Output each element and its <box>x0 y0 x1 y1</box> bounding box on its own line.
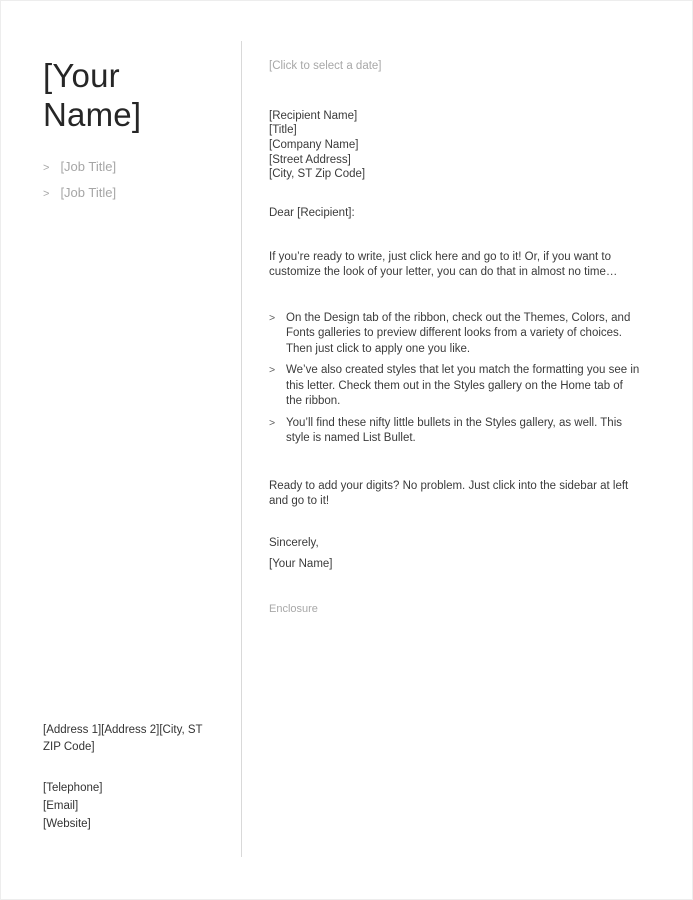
signature-name-placeholder[interactable]: [Your Name] <box>269 557 333 570</box>
intro-paragraph[interactable]: If you’re ready to write, just click here and go to it! Or, if you want to customize the look of your letter, you can do that in almost no time… <box>269 250 618 279</box>
chevron-bullet-icon: > <box>269 416 276 429</box>
chevron-bullet-icon: > <box>269 311 276 324</box>
salutation-line[interactable]: Dear [Recipient]: <box>269 207 355 220</box>
chevron-bullet-icon: > <box>43 187 50 200</box>
job-title-list <box>43 159 217 211</box>
job-title-text: [Job Title] <box>60 184 117 200</box>
sidebar-divider-line <box>241 41 242 857</box>
bullet-text: You’ll find these nifty little bullets in the Styles gallery, as well. This style is named List Bullet. <box>286 416 623 445</box>
chevron-bullet-icon: > <box>43 161 50 174</box>
letter-body <box>241 1 692 899</box>
your-name-placeholder[interactable]: [Your Name] <box>43 57 142 133</box>
enclosure-line[interactable]: Enclosure <box>269 602 318 615</box>
address-placeholder[interactable]: [Address 1][Address 2][City, ST ZIP Code] <box>43 724 203 754</box>
signoff-line[interactable]: Sincerely, <box>269 536 319 549</box>
job-title-text: [Job Title] <box>60 158 117 174</box>
closing-paragraph[interactable]: Ready to add your digits? No problem. Just click into the sidebar at left and go to it! <box>269 479 629 508</box>
recipient-name-placeholder[interactable]: [Recipient Name] <box>269 109 358 122</box>
bullet-item[interactable] <box>269 416 642 447</box>
sidebar-contact-block <box>43 722 217 833</box>
website-placeholder[interactable]: [Website] <box>43 817 91 830</box>
recipient-title-placeholder[interactable]: [Title] <box>269 124 297 137</box>
sidebar <box>1 1 241 899</box>
bullet-item[interactable] <box>269 311 642 358</box>
bullet-text: On the Design tab of the ribbon, check out the Themes, Colors, and Fonts galleries to preview different looks from a variety of choices. Then just click to apply one you like. <box>286 311 631 355</box>
bullet-item[interactable] <box>269 363 642 410</box>
job-title-placeholder[interactable] <box>43 159 217 174</box>
street-address-placeholder[interactable]: [Street Address] <box>269 153 351 166</box>
bullet-text: We’ve also created styles that let you match the formatting you see in this letter. Check them out in the Styles gallery on the Home tab of the ribbon. <box>286 364 640 408</box>
tips-bullet-list <box>269 311 642 447</box>
telephone-placeholder[interactable]: [Telephone] <box>43 781 103 794</box>
city-state-zip-placeholder[interactable]: [City, ST Zip Code] <box>269 168 366 181</box>
contact-list <box>43 779 217 833</box>
email-placeholder[interactable]: [Email] <box>43 799 79 812</box>
chevron-bullet-icon: > <box>269 364 276 377</box>
job-title-placeholder[interactable] <box>43 185 217 200</box>
date-select-placeholder[interactable]: [Click to select a date] <box>269 60 382 72</box>
recipient-address-block <box>269 109 642 183</box>
company-name-placeholder[interactable]: [Company Name] <box>269 138 359 151</box>
